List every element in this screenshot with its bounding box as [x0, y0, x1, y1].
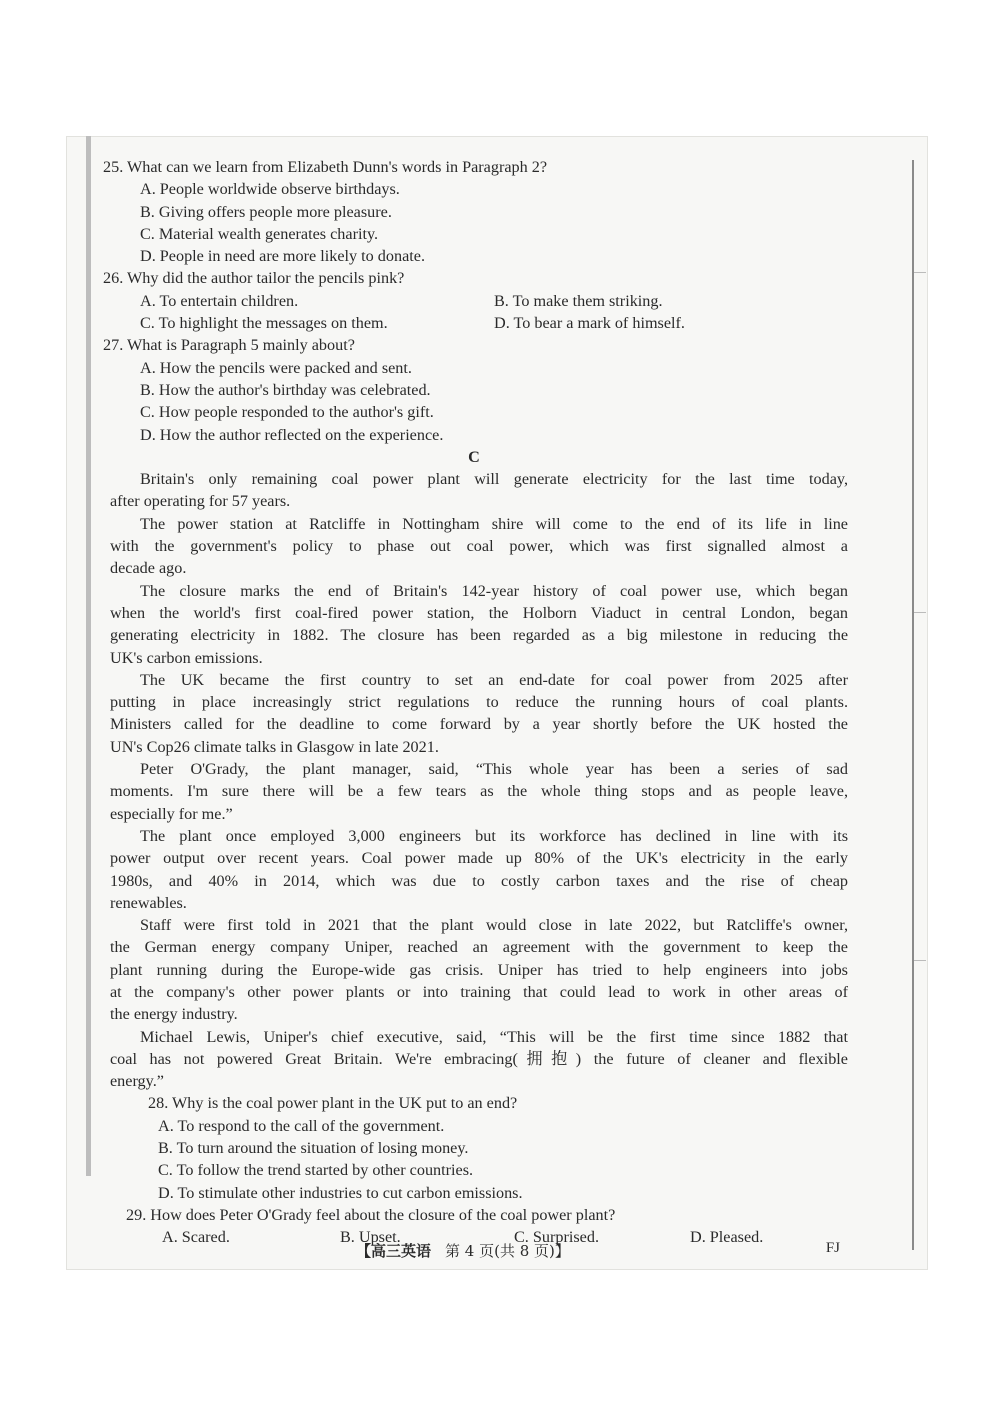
right-margin-rule	[912, 160, 914, 1250]
option-d: D. Pleased.	[690, 1228, 764, 1247]
passage-line: generating electricity in 1882. The closure has been regarded as a big milestone in reducing the	[110, 626, 848, 645]
passage-paragraph-2	[100, 513, 848, 580]
passage-paragraph-1	[100, 468, 848, 513]
option-b: B. Upset.	[340, 1228, 401, 1247]
question-28	[100, 1092, 848, 1203]
option-row	[100, 312, 848, 334]
passage-line: renewables.	[110, 893, 187, 912]
question-stem: 27. What is Paragraph 5 mainly about?	[103, 336, 355, 355]
option-a: A. To respond to the call of the government.	[158, 1116, 445, 1135]
footer-subject: 【高三英语	[356, 1242, 432, 1260]
passage-line: at the company's other power plants or into training that could lead to work in other areas of	[110, 982, 848, 1001]
passage-line: especially for me.”	[110, 804, 233, 823]
left-binding-rule	[86, 136, 91, 1176]
option-a: A. People worldwide observe birthdays.	[140, 180, 400, 199]
option-a: A. Scared.	[162, 1228, 230, 1247]
question-27	[100, 334, 848, 445]
passage-line: moments. I'm sure there will be a few tears as the whole thing stops and as people leave,	[110, 782, 848, 801]
passage-paragraph-8	[100, 1026, 848, 1093]
passage-line: Staff were first told in 2021 that the plant would close in late 2022, but Ratcliffe's owner,	[140, 916, 848, 935]
passage-line: after operating for 57 years.	[110, 492, 291, 511]
question-stem: 29. How does Peter O'Grady feel about the closure of the coal power plant?	[126, 1205, 616, 1224]
passage-line: the German energy company Uniper, reached an agreement with the government to keep the	[110, 938, 848, 957]
option-d: D. To stimulate other industries to cut carbon emissions.	[158, 1183, 523, 1202]
option-row	[100, 290, 848, 312]
passage-paragraph-3	[100, 580, 848, 669]
option-a: A. How the pencils were packed and sent.	[140, 358, 412, 377]
passage-line: Peter O'Grady, the plant manager, said, “This whole year has been a series of sad	[140, 760, 848, 779]
option-d: D. People in need are more likely to donate.	[140, 247, 425, 266]
option-c: C. To follow the trend started by other countries.	[158, 1161, 474, 1180]
section-heading: C	[468, 447, 480, 466]
margin-tick	[914, 960, 926, 961]
option-d: D. How the author reflected on the experience.	[140, 425, 444, 444]
passage-line: Ministers called for the deadline to come forward by a year shortly before the UK hosted the	[110, 715, 848, 734]
passage-line: plant running during the Europe-wide gas crisis. Uniper has tried to help engineers into jobs	[110, 960, 848, 979]
passage-line: 1980s, and 40% in 2014, which was due to costly carbon taxes and the rise of cheap	[110, 871, 848, 890]
page-content	[100, 156, 848, 1249]
option-c: C. To highlight the messages on them.	[140, 314, 388, 333]
option-b: B. Giving offers people more pleasure.	[140, 202, 392, 221]
option-b: B. To make them striking.	[494, 291, 663, 310]
passage-paragraph-4	[100, 669, 848, 758]
option-c: C. How people responded to the author's gift.	[140, 403, 434, 422]
passage-paragraph-6	[100, 825, 848, 914]
option-c: C. Material wealth generates charity.	[140, 224, 379, 243]
margin-tick	[914, 612, 926, 613]
footer-title	[356, 1240, 570, 1261]
passage-line: with the government's policy to phase out coal power, which was first signalled almost a	[110, 537, 848, 556]
option-a: A. To entertain children.	[140, 291, 299, 310]
passage-line: when the world's first coal-fired power station, the Holborn Viaduct in central London, began	[110, 603, 848, 622]
option-b: B. To turn around the situation of losing money.	[158, 1139, 469, 1158]
passage-line: The plant once employed 3,000 engineers but its workforce has declined in line with its	[140, 826, 848, 845]
question-25	[100, 156, 848, 267]
passage-line: The UK became the first country to set an end-date for coal power from 2025 after	[140, 670, 848, 689]
margin-tick	[914, 272, 926, 273]
passage-line: putting in place increasingly strict regulations to reduce the running hours of coal plants.	[110, 693, 848, 712]
option-c: C. Surprised.	[514, 1228, 599, 1247]
passage-line: The closure marks the end of Britain's 142-year history of coal power use, which began	[140, 581, 848, 600]
footer-region-code: FJ	[825, 1240, 840, 1256]
page-footer	[100, 1240, 848, 1266]
question-stem: 28. Why is the coal power plant in the UK put to an end?	[148, 1094, 518, 1113]
passage-line: The power station at Ratcliffe in Nottingham shire will come to the end of its life in line	[140, 514, 848, 533]
passage-line: UK's carbon emissions.	[110, 648, 263, 667]
question-stem: 25. What can we learn from Elizabeth Dunn's words in Paragraph 2?	[103, 158, 548, 176]
passage-line: the energy industry.	[110, 1005, 238, 1024]
passage-line: UN's Cop26 climate talks in Glasgow in late 2021.	[110, 737, 439, 756]
question-26	[100, 267, 848, 334]
option-b: B. How the author's birthday was celebrated.	[140, 380, 431, 399]
passage-line: coal has not powered Great Britain. We're embracing(拥抱) the future of cleaner and flexible	[110, 1049, 848, 1068]
footer-page-number: 第 4 页(共 8 页)】	[445, 1242, 570, 1260]
passage-line: energy.”	[110, 1072, 164, 1091]
passage-paragraph-7	[100, 914, 848, 1025]
option-d: D. To bear a mark of himself.	[494, 314, 685, 333]
passage-line: decade ago.	[110, 559, 187, 578]
passage-line: power output over recent years. Coal power made up 80% of the UK's electricity in the early	[110, 849, 848, 868]
passage-line: Michael Lewis, Uniper's chief executive, said, “This will be the first time since 1882 that	[140, 1027, 848, 1046]
question-stem: 26. Why did the author tailor the pencils pink?	[103, 269, 405, 288]
passage-paragraph-5	[100, 758, 848, 825]
passage-line: Britain's only remaining coal power plant will generate electricity for the last time today,	[140, 470, 848, 489]
